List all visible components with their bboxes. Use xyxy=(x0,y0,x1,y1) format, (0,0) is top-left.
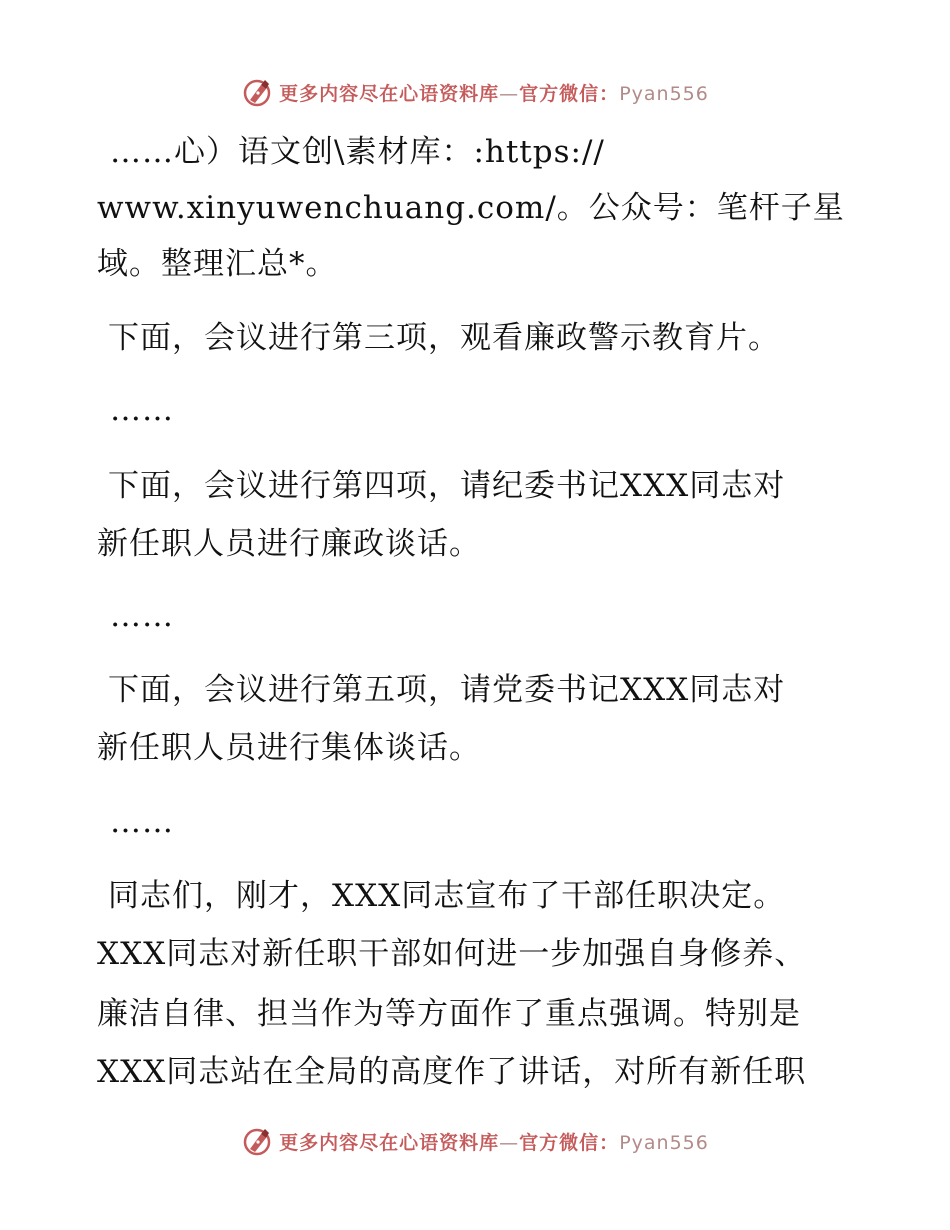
text-line: ……心）语文创\素材库：:https:// xyxy=(110,134,605,170)
watermark-brand: 更多内容尽在心语资料库 xyxy=(279,1131,500,1154)
pen-nib-logo-icon xyxy=(241,76,273,108)
text-line: 域。整理汇总*。 xyxy=(97,246,338,282)
watermark-wechat-id: Pyan556 xyxy=(619,82,709,105)
text-line: 下面，会议进行第三项，观看廉政警示教育片。 xyxy=(108,320,780,356)
text-line: XXX同志对新任职干部如何进一步加强自身修养、 xyxy=(97,936,807,972)
footer-watermark xyxy=(0,1121,950,1161)
text-line: …… xyxy=(110,392,174,428)
text-line: 下面，会议进行第四项，请纪委书记XXX同志对 xyxy=(108,468,786,504)
watermark-dash: — xyxy=(499,82,520,105)
text-line: …… xyxy=(110,804,174,840)
text-line: …… xyxy=(110,598,174,634)
text-line: 下面，会议进行第五项，请党委书记XXX同志对 xyxy=(108,672,786,708)
watermark-text xyxy=(279,79,709,106)
watermark-brand: 更多内容尽在心语资料库 xyxy=(279,82,500,105)
header-watermark xyxy=(0,72,950,112)
text-line: 新任职人员进行集体谈话。 xyxy=(97,730,481,766)
text-line: 新任职人员进行廉政谈话。 xyxy=(97,526,481,562)
watermark-official-label: 官方微信： xyxy=(519,82,620,105)
text-line: XXX同志站在全局的高度作了讲话，对所有新任职 xyxy=(97,1054,807,1090)
text-line: www.xinyuwenchuang.com/。公众号：笔杆子星 xyxy=(97,190,845,226)
watermark-text xyxy=(279,1128,709,1155)
watermark-wechat-id: Pyan556 xyxy=(619,1131,709,1154)
text-line: 同志们，刚才，XXX同志宣布了干部任职决定。 xyxy=(108,878,786,914)
watermark-dash: — xyxy=(499,1131,520,1154)
text-line: 廉洁自律、担当作为等方面作了重点强调。特别是 xyxy=(97,996,801,1032)
pen-nib-logo-icon xyxy=(241,1125,273,1157)
watermark-official-label: 官方微信： xyxy=(519,1131,620,1154)
